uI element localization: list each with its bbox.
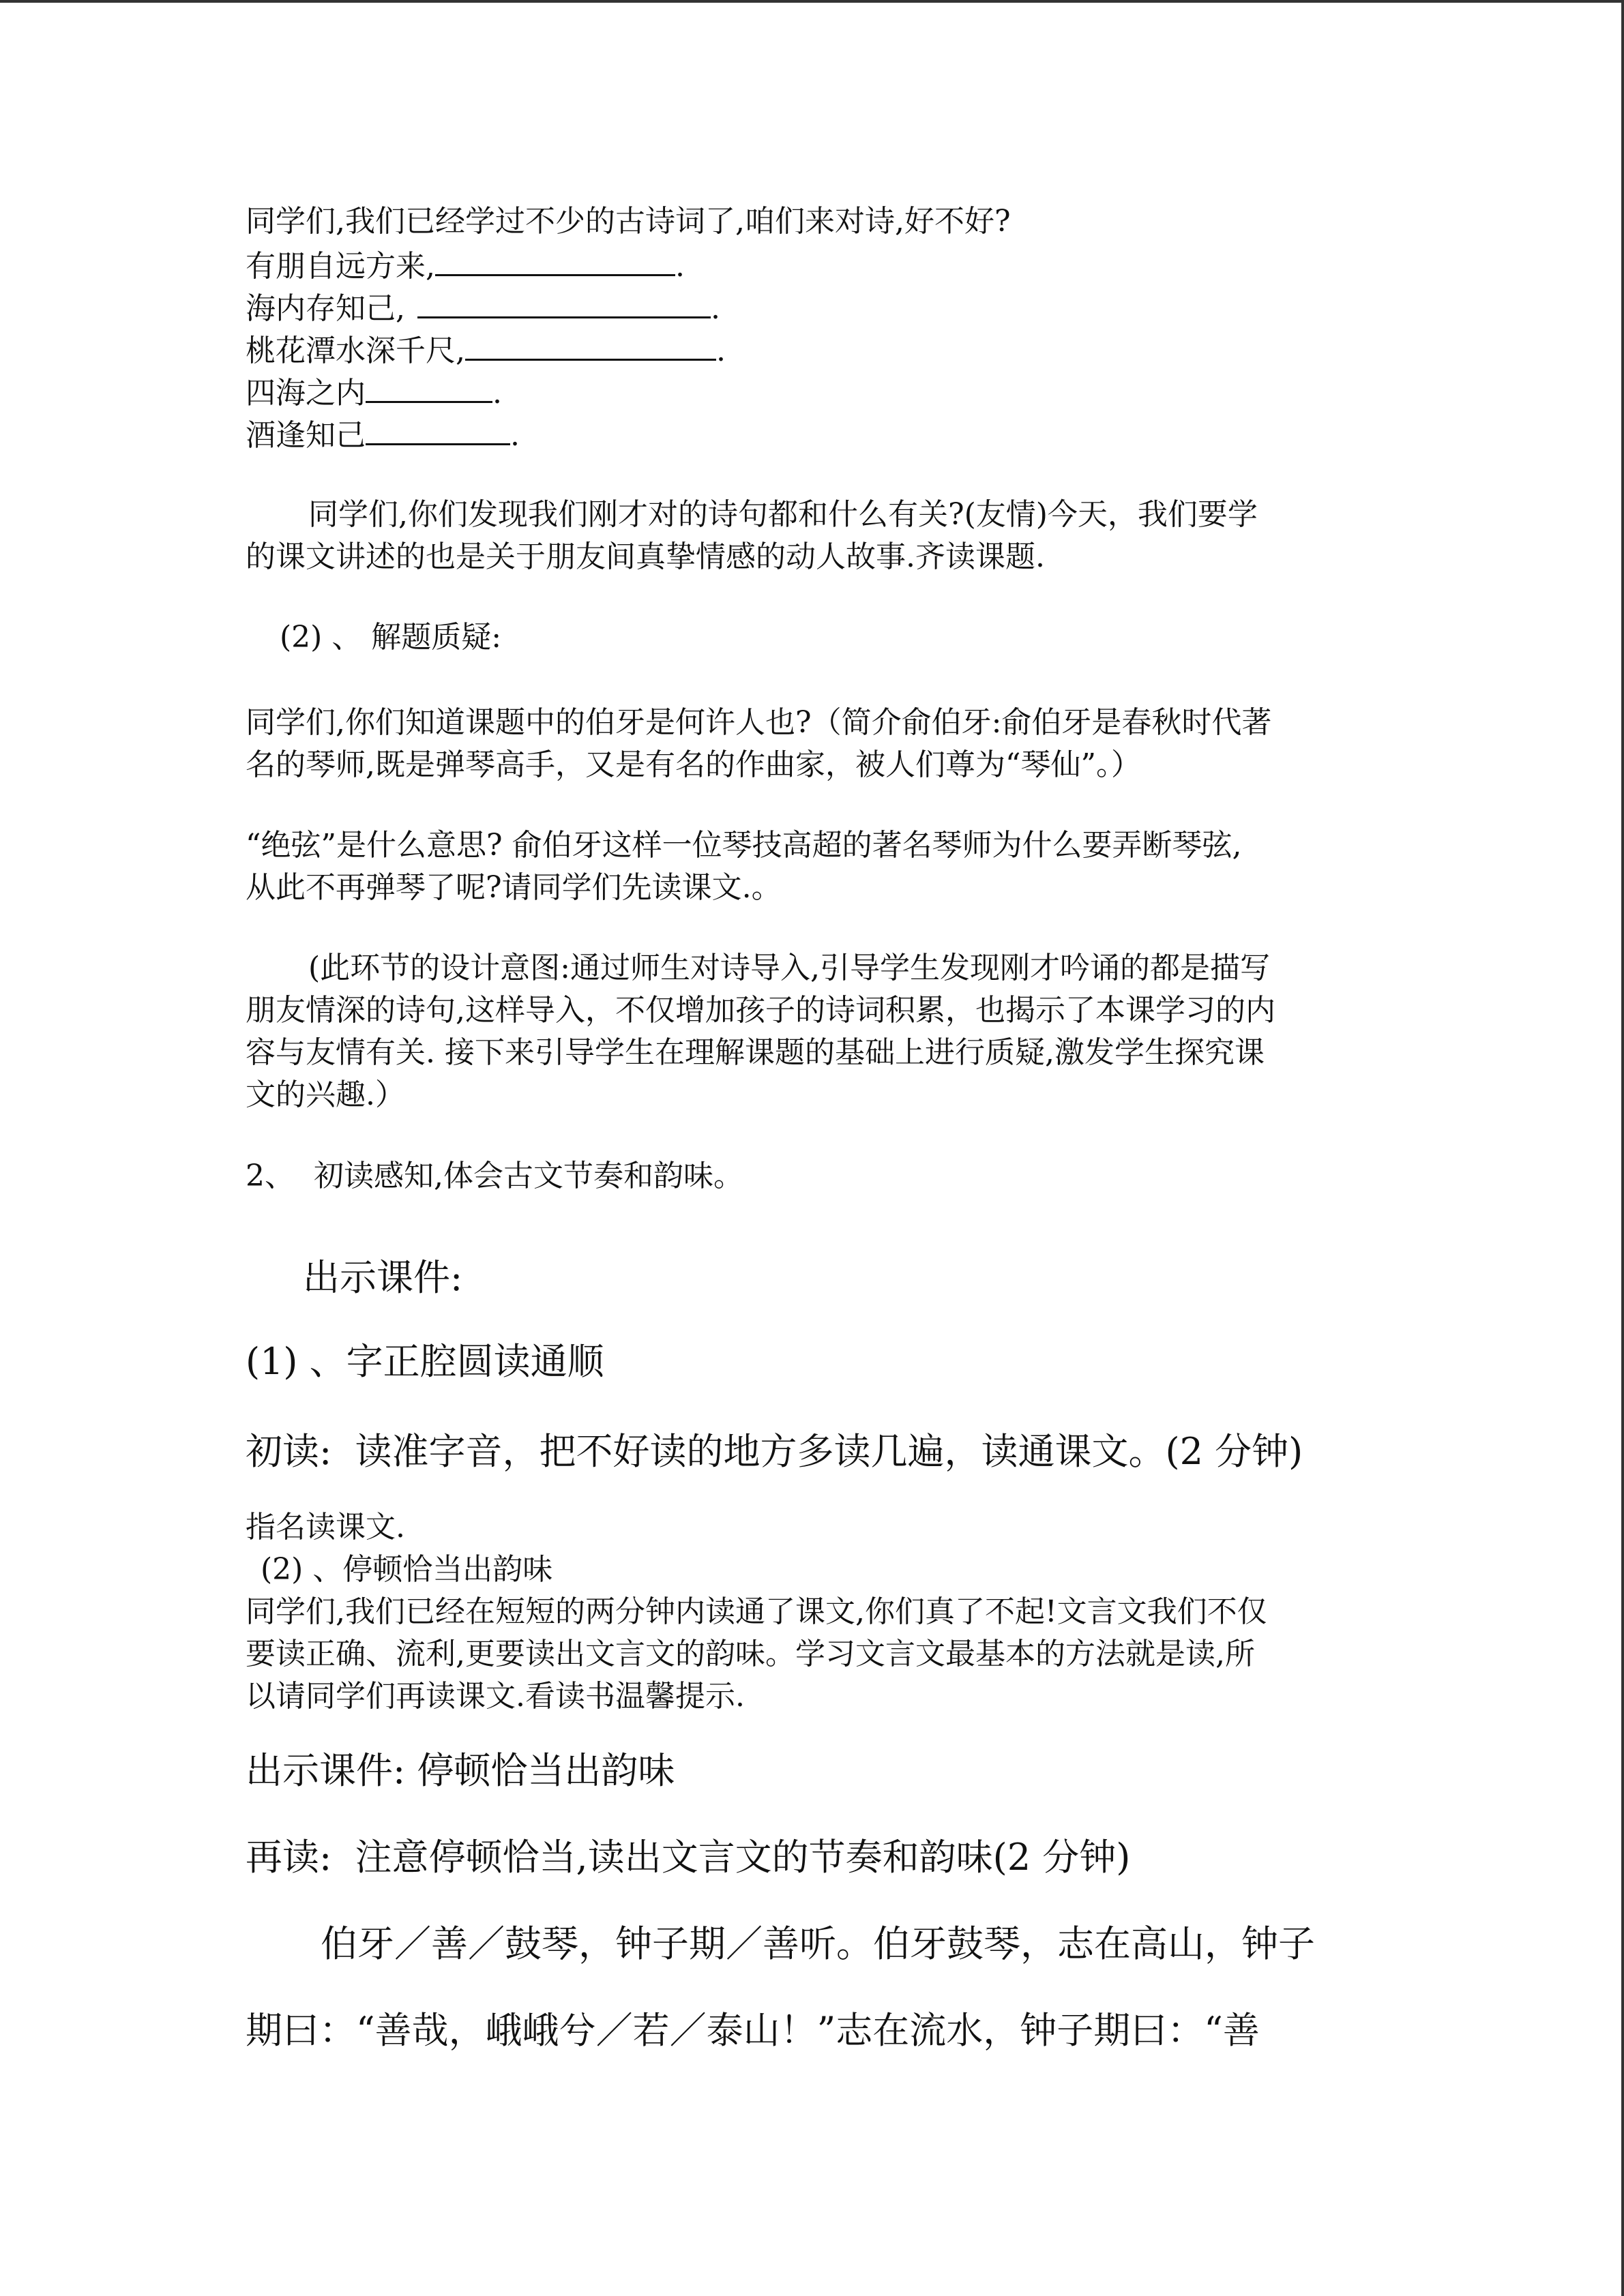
paragraph-friendship-1: 同学们,你们发现我们刚才对的诗句都和什么有关?(友情)今天，我们要学 bbox=[308, 497, 1258, 532]
heading-second-read: 再读: 注意停顿恰当,读出文言文的节奏和韵味(2 分钟) bbox=[246, 1836, 1131, 1879]
paragraph-praise-3: 以请同学们再读课文.看读书温馨提示. bbox=[246, 1679, 745, 1714]
fill-prompt: 有朋自远方来, bbox=[246, 249, 435, 284]
fill-blank bbox=[417, 285, 711, 318]
heading-read-clearly: (1) 、字正腔圆读通顺 bbox=[246, 1340, 604, 1383]
paragraph-boya-2: 名的琴师,既是弹琴高手，又是有名的作曲家，被人们尊为“琴仙”。） bbox=[246, 747, 1141, 782]
paragraph-juexian-2: 从此不再弹琴了呢?请同学们先读课文.。 bbox=[246, 870, 782, 905]
fill-blank bbox=[435, 243, 675, 276]
paragraph-design-2: 朋友情深的诗句,这样导入，不仅增加孩子的诗词积累，也揭示了本课学习的内 bbox=[246, 993, 1275, 1028]
fill-line-5 bbox=[246, 412, 520, 457]
fill-prompt: 海内存知己, bbox=[246, 291, 405, 326]
paragraph-juexian-1: “绝弦”是什么意思? 俞伯牙这样一位琴技高超的著名琴师为什么要弄断琴弦, bbox=[246, 828, 1242, 863]
fill-line-2 bbox=[246, 285, 720, 330]
fill-prompt: 四海之内 bbox=[246, 376, 366, 411]
fill-line-1 bbox=[246, 243, 685, 288]
heading-show-slides: 出示课件: bbox=[303, 1256, 463, 1299]
paragraph-boya-1: 同学们,你们知道课题中的伯牙是何许人也?（简介俞伯牙:俞伯牙是春秋时代著 bbox=[246, 705, 1272, 740]
section-title-question: (2) 、 解题质疑: bbox=[280, 620, 502, 655]
classical-text-line-2: 期曰：“善哉，峨峨兮／若／泰山！”志在流水，钟子期曰：“善 bbox=[246, 2009, 1260, 2052]
heading-show-slides-pause: 出示课件: 停顿恰当出韵味 bbox=[246, 1749, 675, 1792]
fill-end: . bbox=[711, 291, 720, 326]
fill-end: . bbox=[492, 376, 502, 411]
paragraph-praise-2: 要读正确、流利,更要读出文言文的韵味。学习文言文最基本的方法就是读,所 bbox=[246, 1637, 1255, 1671]
fill-line-3 bbox=[246, 327, 726, 372]
classical-text-line-1: 伯牙／善／鼓琴，钟子期／善听。伯牙鼓琴，志在高山，钟子 bbox=[321, 1922, 1315, 1965]
fill-end: . bbox=[716, 333, 726, 368]
paragraph-design-1: (此环节的设计意图:通过师生对诗导入,引导学生发现刚才吟诵的都是描写 bbox=[308, 951, 1270, 985]
paragraph-friendship-2: 的课文讲述的也是关于朋友间真挚情感的动人故事.齐读课题. bbox=[246, 539, 1045, 574]
paragraph-design-4: 文的兴趣.） bbox=[246, 1077, 405, 1112]
fill-end: . bbox=[675, 249, 685, 284]
paragraph-design-3: 容与友情有关. 接下来引导学生在理解课题的基础上进行质疑,激发学生探究课 bbox=[246, 1035, 1265, 1070]
paragraph-praise-1: 同学们,我们已经在短短的两分钟内读通了课文,你们真了不起!文言文我们不仅 bbox=[246, 1594, 1267, 1629]
fill-blank bbox=[465, 327, 716, 361]
heading-first-read: 初读: 读准字音，把不好读的地方多读几遍，读通课文。(2 分钟) bbox=[246, 1430, 1303, 1473]
fill-prompt: 酒逢知己 bbox=[246, 418, 366, 453]
heading-first-reading: 2、 初读感知,体会古文节奏和韵味。 bbox=[246, 1159, 743, 1193]
fill-end: . bbox=[510, 418, 520, 453]
fill-line-4 bbox=[246, 370, 502, 415]
paragraph-intro: 同学们,我们已经学过不少的古诗词了,咱们来对诗,好不好? bbox=[246, 204, 1011, 239]
fill-prompt: 桃花潭水深千尺, bbox=[246, 333, 465, 368]
fill-blank bbox=[366, 412, 510, 445]
paragraph-name-reading: 指名读课文. bbox=[246, 1510, 405, 1545]
paragraph-pause-title: (2) 、停顿恰当出韵味 bbox=[261, 1552, 553, 1587]
fill-blank bbox=[366, 370, 492, 403]
